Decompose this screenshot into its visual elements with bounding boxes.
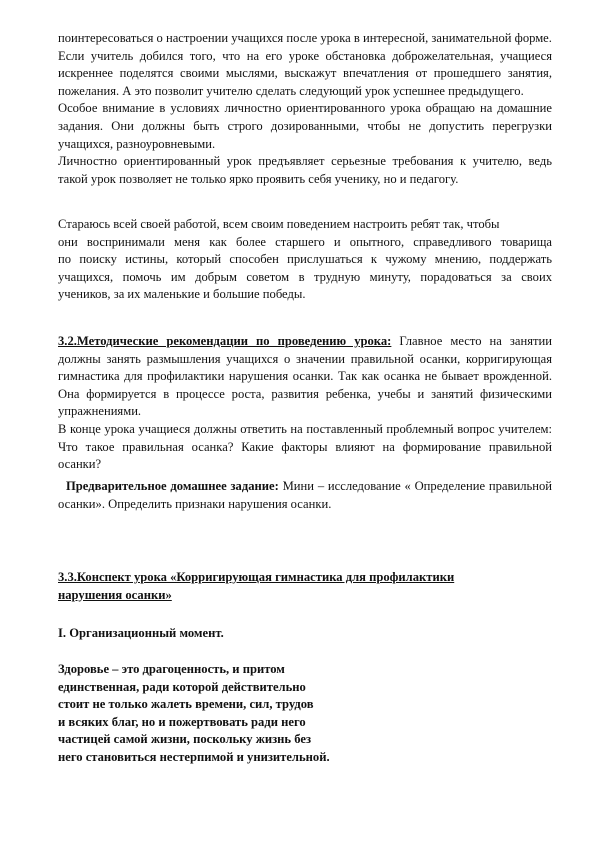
quote-line: и всяких благ, но и пожертвовать ради него: [58, 714, 306, 729]
paragraph-2: Если учитель добился того, что на его уроке обстановка доброжелательная, учащиеся искреннее поделятся своими мыслями, выскажут впечатления от прошедшего занятия, пожелания. А это позволит учителю сделать следующий урок успешнее предыдущего.: [58, 48, 552, 98]
paragraph-3: Особое внимание в условиях личностно ориентированного урока обращаю на домашние задания. Они должны быть строго дозированными, чтобы не допустить перегрузки учащихся, разноуровневыми.: [58, 101, 552, 151]
section-intro: [58, 30, 552, 188]
paragraph-5-line: учащихся, помочь им добрым советом в трудную минуту, порадоваться за своих: [58, 269, 552, 284]
quote-line: стоит не только жалеть времени, сил, трудов: [58, 697, 314, 712]
homework-paragraph: [58, 478, 552, 513]
quote-line: Здоровье – это драгоценность, и притом: [58, 662, 285, 676]
section-3-3-heading-line: нарушения осанки»: [58, 587, 172, 602]
quote-line: него становиться нестерпимой и унизительной.: [58, 749, 330, 764]
section-3-2-intro: [58, 333, 552, 421]
section-3-3-heading: [58, 569, 552, 604]
paragraph-4: Личностно ориентированный урок предъявляет серьезные требования к учителю, ведь такой урок позволяет не только ярко проявить себя ученику, но и педагогу.: [58, 154, 552, 186]
paragraph-5-line: по поиску истины, который способен прислушаться к чужому мнению, поддержать: [58, 252, 552, 267]
quote-line: частицей самой жизни, поскольку жизнь без: [58, 732, 311, 747]
section-3-2-intro-text: Главное место на занятии должны занять размышления учащихся о значении правильной осанки, корригирующая гимнастика для профилактики нарушения осанки. Так как осанка не бывает врожденной. Она формируется в процессе роста, развития ребенка, учебы и занятий физическими упражнениями.: [58, 334, 552, 419]
homework-text: Мини – исследование « Определение правильной осанки». Определить признаки нарушения осанки.: [58, 479, 552, 511]
section-3-2-heading: 3.2.Методические рекомендации по проведению урока:: [58, 334, 392, 348]
paragraph-5-line: учеников, за их маленькие и большие победы.: [58, 287, 306, 302]
paragraph-5-line: Стараюсь всей своей работой, всем своим поведением настроить ребят так, чтобы: [58, 217, 500, 231]
section-3-2: [58, 333, 552, 474]
quote-line: единственная, ради которой действительно: [58, 679, 306, 694]
homework-label: Предварительное домашнее задание:: [66, 479, 279, 493]
section-3-3-heading-line: 3.3.Конспект урока «Корригирующая гимнастика для профилактики: [58, 570, 455, 584]
paragraph-5: [58, 216, 552, 304]
health-quote: [58, 661, 552, 767]
org-moment-heading: I. Организационный момент.: [58, 626, 224, 640]
paragraph-5-line: они воспринимали меня как более старшего и опытного, справедливого товарища: [58, 234, 552, 249]
section-3-2-question: В конце урока учащиеся должны ответить на поставленный проблемный вопрос учителем: Что такое правильная осанка? Какие факторы влияют на формирование правильной осанки?: [58, 421, 552, 472]
paragraph-1: поинтересоваться о настроении учащихся после урока в интересной, занимательной форме.: [58, 31, 552, 45]
